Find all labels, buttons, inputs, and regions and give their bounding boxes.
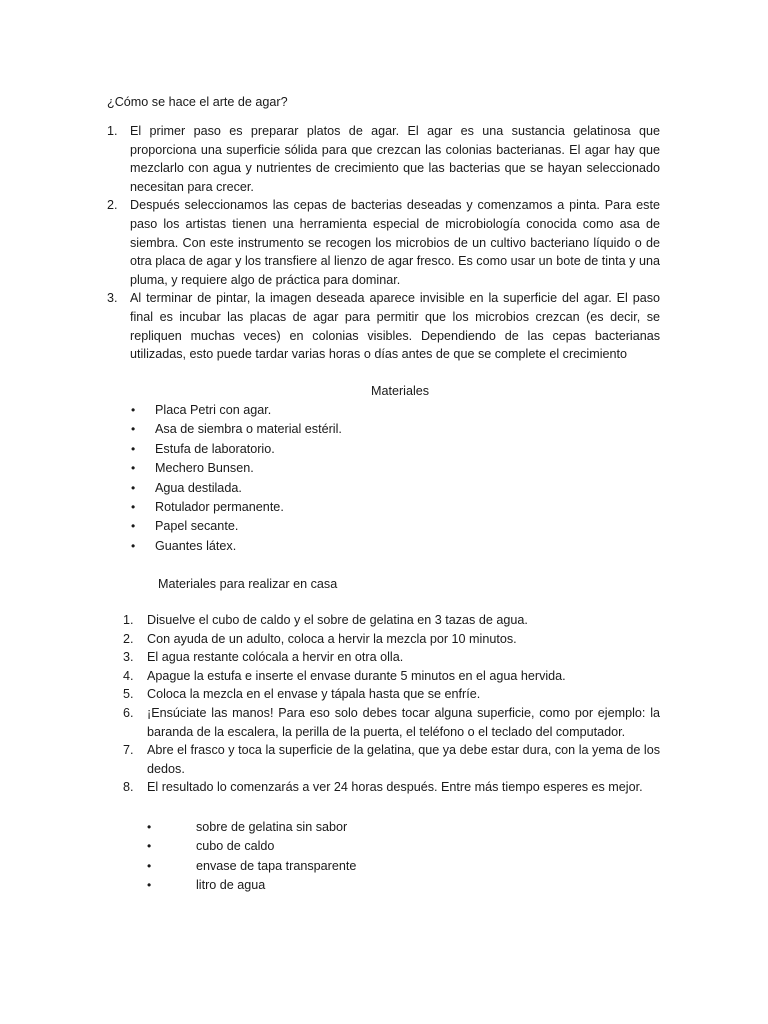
materials-list bbox=[131, 401, 342, 556]
home-step-item bbox=[123, 778, 660, 797]
list-item bbox=[147, 857, 356, 876]
list-item-text: Estufa de laboratorio. bbox=[155, 441, 275, 456]
list-item bbox=[131, 440, 342, 459]
step-number: 7. bbox=[123, 743, 134, 758]
step-text: ¡Ensúciate las manos! Para eso solo debes tocar alguna superficie, como por ejemplo: la baranda de la escalera, la perilla de la puerta, el teléfono o el teclado del computador. bbox=[147, 705, 660, 739]
home-step-item bbox=[123, 630, 660, 649]
list-item-text: Placa Petri con agar. bbox=[155, 403, 272, 417]
bullet-icon: • bbox=[131, 403, 136, 417]
step-text: El agua restante colócala a hervir en otra olla. bbox=[147, 650, 404, 665]
list-item-text: Agua destilada. bbox=[155, 480, 242, 495]
step-number: 4. bbox=[123, 668, 134, 683]
list-item bbox=[147, 876, 356, 895]
step-number: 8. bbox=[123, 780, 134, 795]
step-number: 1. bbox=[107, 124, 118, 138]
step-text: Disuelve el cubo de caldo y el sobre de gelatina en 3 tazas de agua. bbox=[147, 613, 528, 627]
list-item-text: Asa de siembra o material estéril. bbox=[155, 422, 342, 437]
list-item bbox=[131, 479, 342, 498]
bullet-icon: • bbox=[131, 538, 136, 553]
home-materials-heading: Materiales para realizar en casa bbox=[158, 577, 338, 591]
list-item-text: Guantes látex. bbox=[155, 538, 237, 553]
step-text: Apague la estufa e inserte el envase durante 5 minutos en el agua hervida. bbox=[147, 668, 566, 683]
bullet-icon: • bbox=[131, 422, 136, 437]
steps-list bbox=[107, 122, 660, 364]
list-item bbox=[131, 498, 342, 517]
list-item bbox=[147, 818, 356, 837]
list-item bbox=[131, 537, 342, 556]
bullet-icon: • bbox=[131, 461, 136, 476]
step-text: Abre el frasco y toca la superficie de la gelatina, que ya debe estar dura, con la yema de los dedos. bbox=[147, 743, 660, 776]
step-number: 1. bbox=[123, 613, 134, 627]
bullet-icon: • bbox=[147, 820, 152, 834]
step-number: 2. bbox=[123, 631, 134, 646]
list-item-text: sobre de gelatina sin sabor bbox=[196, 820, 348, 834]
home-step-item bbox=[123, 704, 660, 741]
step-number: 3. bbox=[107, 291, 118, 306]
step-item bbox=[107, 196, 660, 289]
step-item bbox=[107, 289, 660, 363]
page-title: ¿Cómo se hace el arte de agar? bbox=[107, 95, 288, 109]
bullet-icon: • bbox=[147, 839, 152, 854]
step-number: 5. bbox=[123, 687, 134, 702]
step-number: 2. bbox=[107, 198, 118, 213]
step-text: Coloca la mezcla en el envase y tápala hasta que se enfríe. bbox=[147, 687, 481, 702]
home-steps-list bbox=[123, 611, 660, 797]
bullet-icon: • bbox=[147, 878, 152, 893]
bullet-icon: • bbox=[131, 480, 136, 495]
bullet-icon: • bbox=[131, 499, 136, 514]
step-text: Después seleccionamos las cepas de bacterias deseadas y comenzamos a pinta. Para este paso los artistas tienen una herramienta especial de microbiología conocida como asa de siembra. Con este instrumento se recogen los microbios de un cultivo bacteriano líquido o de otra placa de agar y los transfiere al lienzo de agar fresco. Es como usar un bote de tinta y una pluma, y requiere algo de práctica para dominar. bbox=[130, 198, 660, 287]
step-number: 3. bbox=[123, 650, 134, 665]
step-text: Con ayuda de un adulto, coloca a hervir la mezcla por 10 minutos. bbox=[147, 631, 517, 646]
list-item bbox=[131, 459, 342, 478]
materials-heading bbox=[0, 382, 768, 401]
list-item-text: Papel secante. bbox=[155, 519, 239, 534]
step-number: 6. bbox=[123, 705, 134, 720]
step-text: Al terminar de pintar, la imagen deseada aparece invisible en la superficie del agar. El paso final es incubar las placas de agar para permitir que los microbios crezcan (es decir, se repliquen muchas veces) en colonias visibles. Dependiendo de las cepas bacterianas utilizadas, esto puede tardar varias horas o días antes de que se complete el crecimiento bbox=[130, 291, 660, 362]
list-item-text: Mechero Bunsen. bbox=[155, 461, 254, 476]
bullet-icon: • bbox=[131, 519, 136, 534]
home-step-item bbox=[123, 667, 660, 686]
list-item bbox=[131, 517, 342, 536]
home-step-item bbox=[123, 685, 660, 704]
bullet-icon: • bbox=[147, 858, 152, 873]
home-items-list bbox=[147, 818, 356, 896]
bullet-icon: • bbox=[131, 441, 136, 456]
step-text: El resultado lo comenzarás a ver 24 horas después. Entre más tiempo esperes es mejor. bbox=[147, 780, 643, 795]
list-item bbox=[131, 401, 342, 420]
home-step-item bbox=[123, 648, 660, 667]
list-item-text: cubo de caldo bbox=[196, 839, 275, 854]
step-item bbox=[107, 122, 660, 196]
list-item-text: litro de agua bbox=[196, 878, 266, 893]
home-step-item bbox=[123, 611, 660, 630]
home-step-item bbox=[123, 741, 660, 778]
materials-heading-text: Materiales bbox=[370, 384, 430, 398]
list-item bbox=[147, 837, 356, 856]
step-text: El primer paso es preparar platos de agar. El agar es una sustancia gelatinosa que proporciona una superficie sólida para que crezcan las colonias bacterianas. El agar hay que mezclarlo con agua y nutrientes de crecimiento que las bacterias que se hayan seleccionado necesitan para crecer. bbox=[130, 124, 660, 194]
list-item-text: envase de tapa transparente bbox=[196, 858, 357, 873]
list-item-text: Rotulador permanente. bbox=[155, 499, 284, 514]
list-item bbox=[131, 420, 342, 439]
